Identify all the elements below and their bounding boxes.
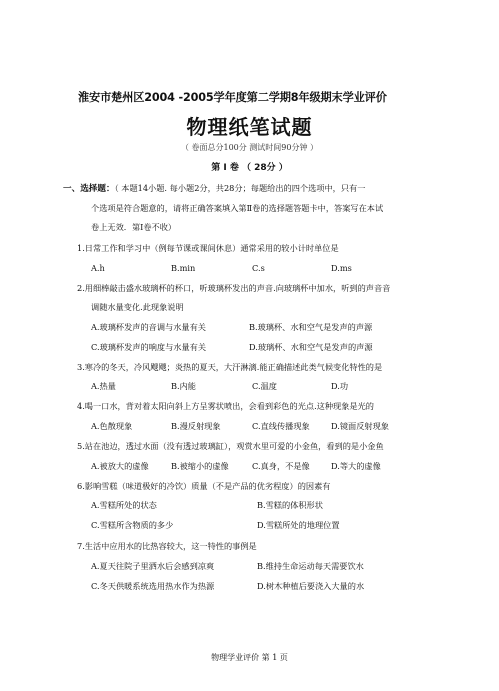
- question-4-option-b: B.漫反射现象: [171, 421, 221, 431]
- question-1-option-a: A.h: [91, 263, 105, 273]
- question-3-option-b: B.内能: [171, 381, 196, 391]
- question-2-option-c: C.玻璃杯发声的响度与水量有关: [91, 342, 207, 352]
- question-2-stem-cont: 调随水量变化.此现象说明: [91, 302, 184, 312]
- question-2-option-a: A.玻璃杯发声的音调与水量有关: [91, 322, 206, 332]
- section-intro-line-1: [63, 183, 365, 195]
- question-6-option-d: D.雪糕所处的地理位置: [257, 520, 340, 530]
- question-3-stem: 3.寒冷的冬天，冷风飕飕；炎热的夏天，大汗淋漓.能正确描述此类气候变化特性的是: [77, 362, 383, 372]
- question-6-option-a: A.雪糕所处的状态: [91, 500, 157, 510]
- question-5-option-c: C.真身，不是像: [252, 461, 310, 471]
- section-heading: 一、选择题：: [63, 184, 115, 194]
- question-3-option-c: C.温度: [252, 381, 277, 391]
- question-3-option-d: D.功: [331, 381, 349, 391]
- question-7-option-a: A.夏天往院子里洒水后会感到凉爽: [91, 561, 215, 571]
- question-1-option-c: C.s: [252, 263, 265, 273]
- section-text: （ 本题14小题. 每小题2分，共28分；每题给出的四个选项中，只有一: [114, 183, 366, 193]
- part-heading: 第 Ⅰ 卷 （ 28分 ）: [211, 163, 288, 173]
- question-5-option-d: D.等大的虚像: [331, 461, 381, 471]
- exam-title: 淮安市楚州区2004 -2005学年度第二学期8年级期末学业评价: [78, 91, 387, 104]
- question-5-option-a: A.被放大的虚像: [91, 461, 149, 471]
- question-6-option-c: C.雪糕所含物质的多少: [91, 520, 174, 530]
- question-2-stem: 2.用细棒敲击盛水玻璃杯的杯口，听玻璃杯发出的声音.向玻璃杯中加水，听到的声音音: [77, 283, 391, 293]
- question-2-option-b: B.玻璃杯、水和空气是发声的声源: [249, 322, 373, 332]
- question-1-option-d: D.ms: [331, 263, 352, 273]
- question-4-option-c: C.直线传播现象: [252, 421, 310, 431]
- question-1-option-b: B.min: [171, 263, 196, 273]
- section-intro-line-3: 卷上无效．第Ⅰ卷不收）: [91, 222, 177, 232]
- question-7-option-b: B.维持生命运动每天需要饮水: [257, 561, 364, 571]
- question-3-option-a: A.热量: [91, 381, 116, 391]
- question-5-stem: 5.站在池边，透过水面（没有透过玻璃缸），观赏水里可爱的小金鱼，看到的是小金鱼: [77, 441, 384, 451]
- question-6-option-b: B.雪糕的体积形状: [257, 500, 323, 510]
- exam-info: （ 卷面总分100分 测试时间90分钟 ）: [180, 143, 319, 152]
- question-7-stem: 7.生活中应用水的比热容较大，这一特性的事例是: [77, 541, 257, 551]
- section-intro-line-2: 个选项是符合题意的，请将正确答案填入第Ⅱ卷的选择题答题卡中，答案写在本试: [91, 203, 384, 213]
- question-5-option-b: B.被缩小的虚像: [171, 461, 229, 471]
- question-7-option-c: C.冬天供暖系统选用热水作为热源: [91, 581, 215, 591]
- question-6-stem: 6.影响雪糕（味道极好的冷饮）质量（不是产品的优劣程度）的因素有: [77, 481, 331, 491]
- question-4-option-d: D.镜面反射现象: [331, 421, 389, 431]
- question-4-stem: 4.喝一口水，背对着太阳向斜上方呈雾状喷出，会看到彩色的光点.这种现象是光的: [77, 401, 374, 411]
- question-4-option-a: A.色散现象: [91, 421, 133, 431]
- question-2-option-d: D.玻璃杯、水和空气是发声的声源: [249, 342, 373, 352]
- subject-title: 物理纸笔试题: [186, 115, 313, 139]
- page-footer: 物理学业评价 第 1 页: [211, 653, 288, 662]
- question-7-option-d: D.树木种植后要浇入大量的水: [257, 581, 365, 591]
- question-1-stem: 1.日常工作和学习中（例每节课或课间休息）通常采用的较小计时单位是: [77, 243, 339, 253]
